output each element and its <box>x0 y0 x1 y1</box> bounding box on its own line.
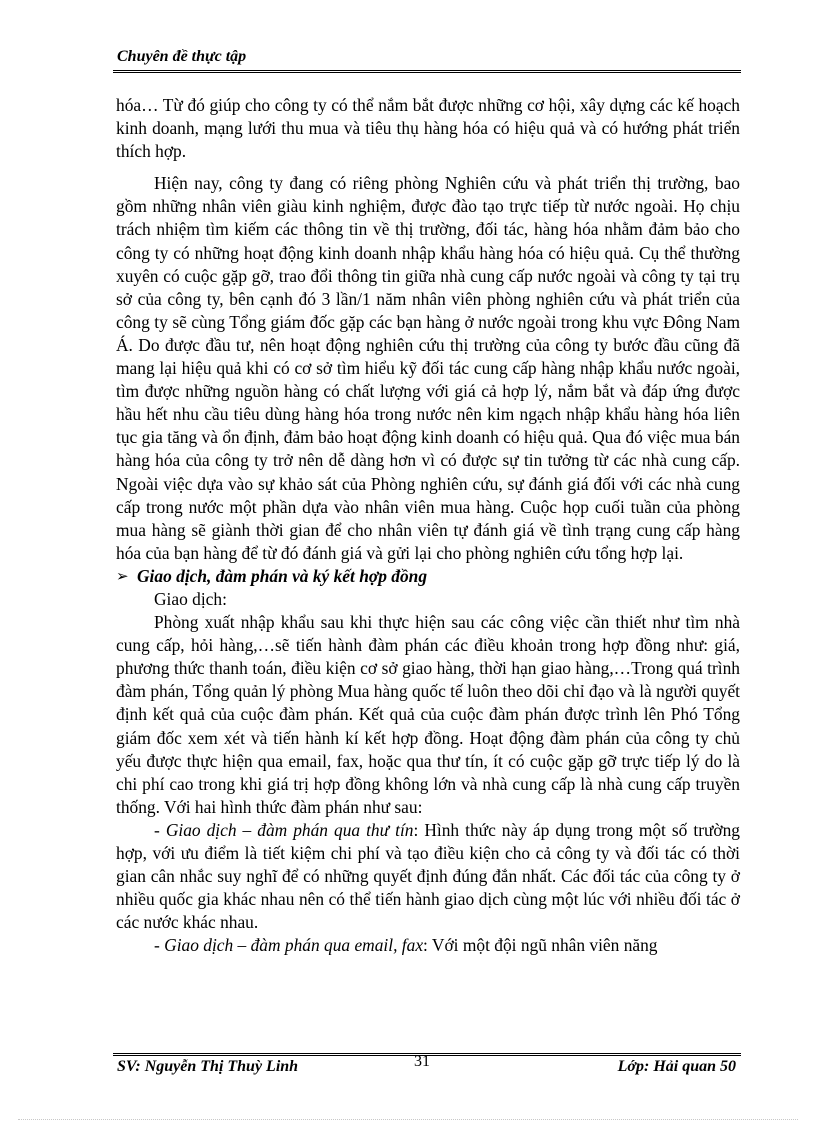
list-item-term: Giao dịch – đàm phán qua thư tín <box>165 819 414 840</box>
body-paragraph: Phòng xuất nhập khẩu sau khi thực hiện sau các công việc cần thiết như tìm nhà cung cấp, hỏi hàng,…sẽ tiến hành đàm phán các điều khoản trong hợp đồng như: giá, phương thức thanh toán, điều kiện cơ sở giao hàng, thời hạn giao hàng,…Trong quá trình đàm phán, Tổng quản lý phòng Mua hàng quốc tế luôn theo dõi chỉ đạo và là người quyết định kết quả của cuộc đàm phán. Kết quả của cuộc đàm phán được trình lên Phó Tổng giám đốc xem xét và tiến hành kí kết hợp đồng. Hoạt động đàm phán của công ty chủ yếu được thực hiện qua email, fax, hoặc qua thư tín, ít có cuộc gặp gỡ trực tiếp lý do là chi phí cao trong khi giá trị hợp đồng không lớn và nhà cung cấp là nhà cung cấp truyền thống. Với hai hình thức đàm phán như sau: <box>116 612 740 817</box>
header-divider <box>113 70 741 73</box>
body-paragraph: Hiện nay, công ty đang có riêng phòng Nghiên cứu và phát triển thị trường, bao gồm những nhân viên giàu kinh nghiệm, được đào tạo trực tiếp từ nước ngoài. Họ chịu trách nhiệm tìm kiếm các thông tin về thị trường, đối tác, hàng hóa nhằm đảm bảo cho công ty có những hoạt động kinh doanh nhập khẩu hàng hóa có hiệu quả. Cụ thể thường xuyên có cuộc gặp gỡ, trao đổi thông tin giữa nhà cung cấp nước ngoài và công ty tại trụ sở của công ty, bên cạnh đó 3 lần/1 năm nhân viên phòng nghiên cứu và phát triển của công ty sẽ cùng Tổng giám đốc gặp các bạn hàng ở nước ngoài trong khu vực Đông Nam Á. Do được đầu tư, nên hoạt động nghiên cứu thị trường của công ty bước đầu cũng đã mang lại hiệu quả khi có cơ sở tìm hiểu kỹ đối tác cung cấp hàng nhập khẩu nước ngoài, tìm được những nguồn hàng có chất lượng với giá cả hợp lý, nắm bắt và đáp ứng được hầu hết nhu cầu tiêu dùng hàng hóa trong nước nên kim ngạch nhập khẩu hàng hóa liên tục gia tăng và ổn định, đảm bảo hoạt động kinh doanh có hiệu quả. Qua đó việc mua bán hàng hóa của công ty trở nên dễ dàng hơn vì có được sự tin tưởng từ các nhà cung cấp. Ngoài việc dựa vào sự khảo sát của Phòng nghiên cứu, sự đánh giá đối với các nhà cung cấp trong nước một phần dựa vào nhân viên mua hàng. Cuộc họp cuối tuần của phòng mua hàng sẽ giành thời gian để cho nhân viên tự đánh giá về tình trạng cung cấp hàng hóa của bạn hàng để từ đó đánh giá và gửi lại cho phòng nghiên cứu tổng hợp lại. <box>116 173 740 563</box>
section-heading-text: Giao dịch, đàm phán và ký kết hợp đồng <box>137 565 428 586</box>
running-header-title: Chuyên đề thực tập <box>117 48 247 65</box>
list-item <box>116 934 740 957</box>
arrow-bullet-icon: ➢ <box>116 566 129 585</box>
page-number: 31 <box>414 1053 430 1070</box>
body-paragraph: hóa… Từ đó giúp cho công ty có thể nắm bắt được những cơ hội, xây dựng các kế hoạch kinh doanh, mạng lưới thu mua và tiêu thụ hàng hóa có hiệu quả và có hướng phát triển thích hợp. <box>116 95 740 162</box>
section-heading <box>116 565 740 588</box>
list-dash: - <box>154 819 166 840</box>
page-bottom-edge <box>18 1119 798 1120</box>
list-dash: - <box>154 935 165 956</box>
list-item-text: : Hình thức này áp dụng trong một số trường hợp, với ưu điểm là tiết kiệm chi phí và tạo điều kiện cho cả công ty và đối tác có thời gian cân nhắc suy nghĩ để có những quyết định đúng đắn nhất. Các đối tác của công ty ở nhiều quốc gia khác nhau nên có thể tiến hành giao dịch cùng một lúc với nhiều đối tác ở các nước khác nhau. <box>116 819 741 933</box>
page-body <box>116 94 740 957</box>
footer-class: Lớp: Hải quan 50 <box>617 1058 736 1075</box>
list-item-term: Giao dịch – đàm phán qua email, fax <box>164 935 424 956</box>
footer-student-name: SV: Nguyễn Thị Thuỳ Linh <box>117 1058 299 1075</box>
list-item-text: : Với một đội ngũ nhân viên năng <box>423 935 658 956</box>
section-subheading: Giao dịch: <box>154 588 227 609</box>
list-item <box>116 819 740 934</box>
